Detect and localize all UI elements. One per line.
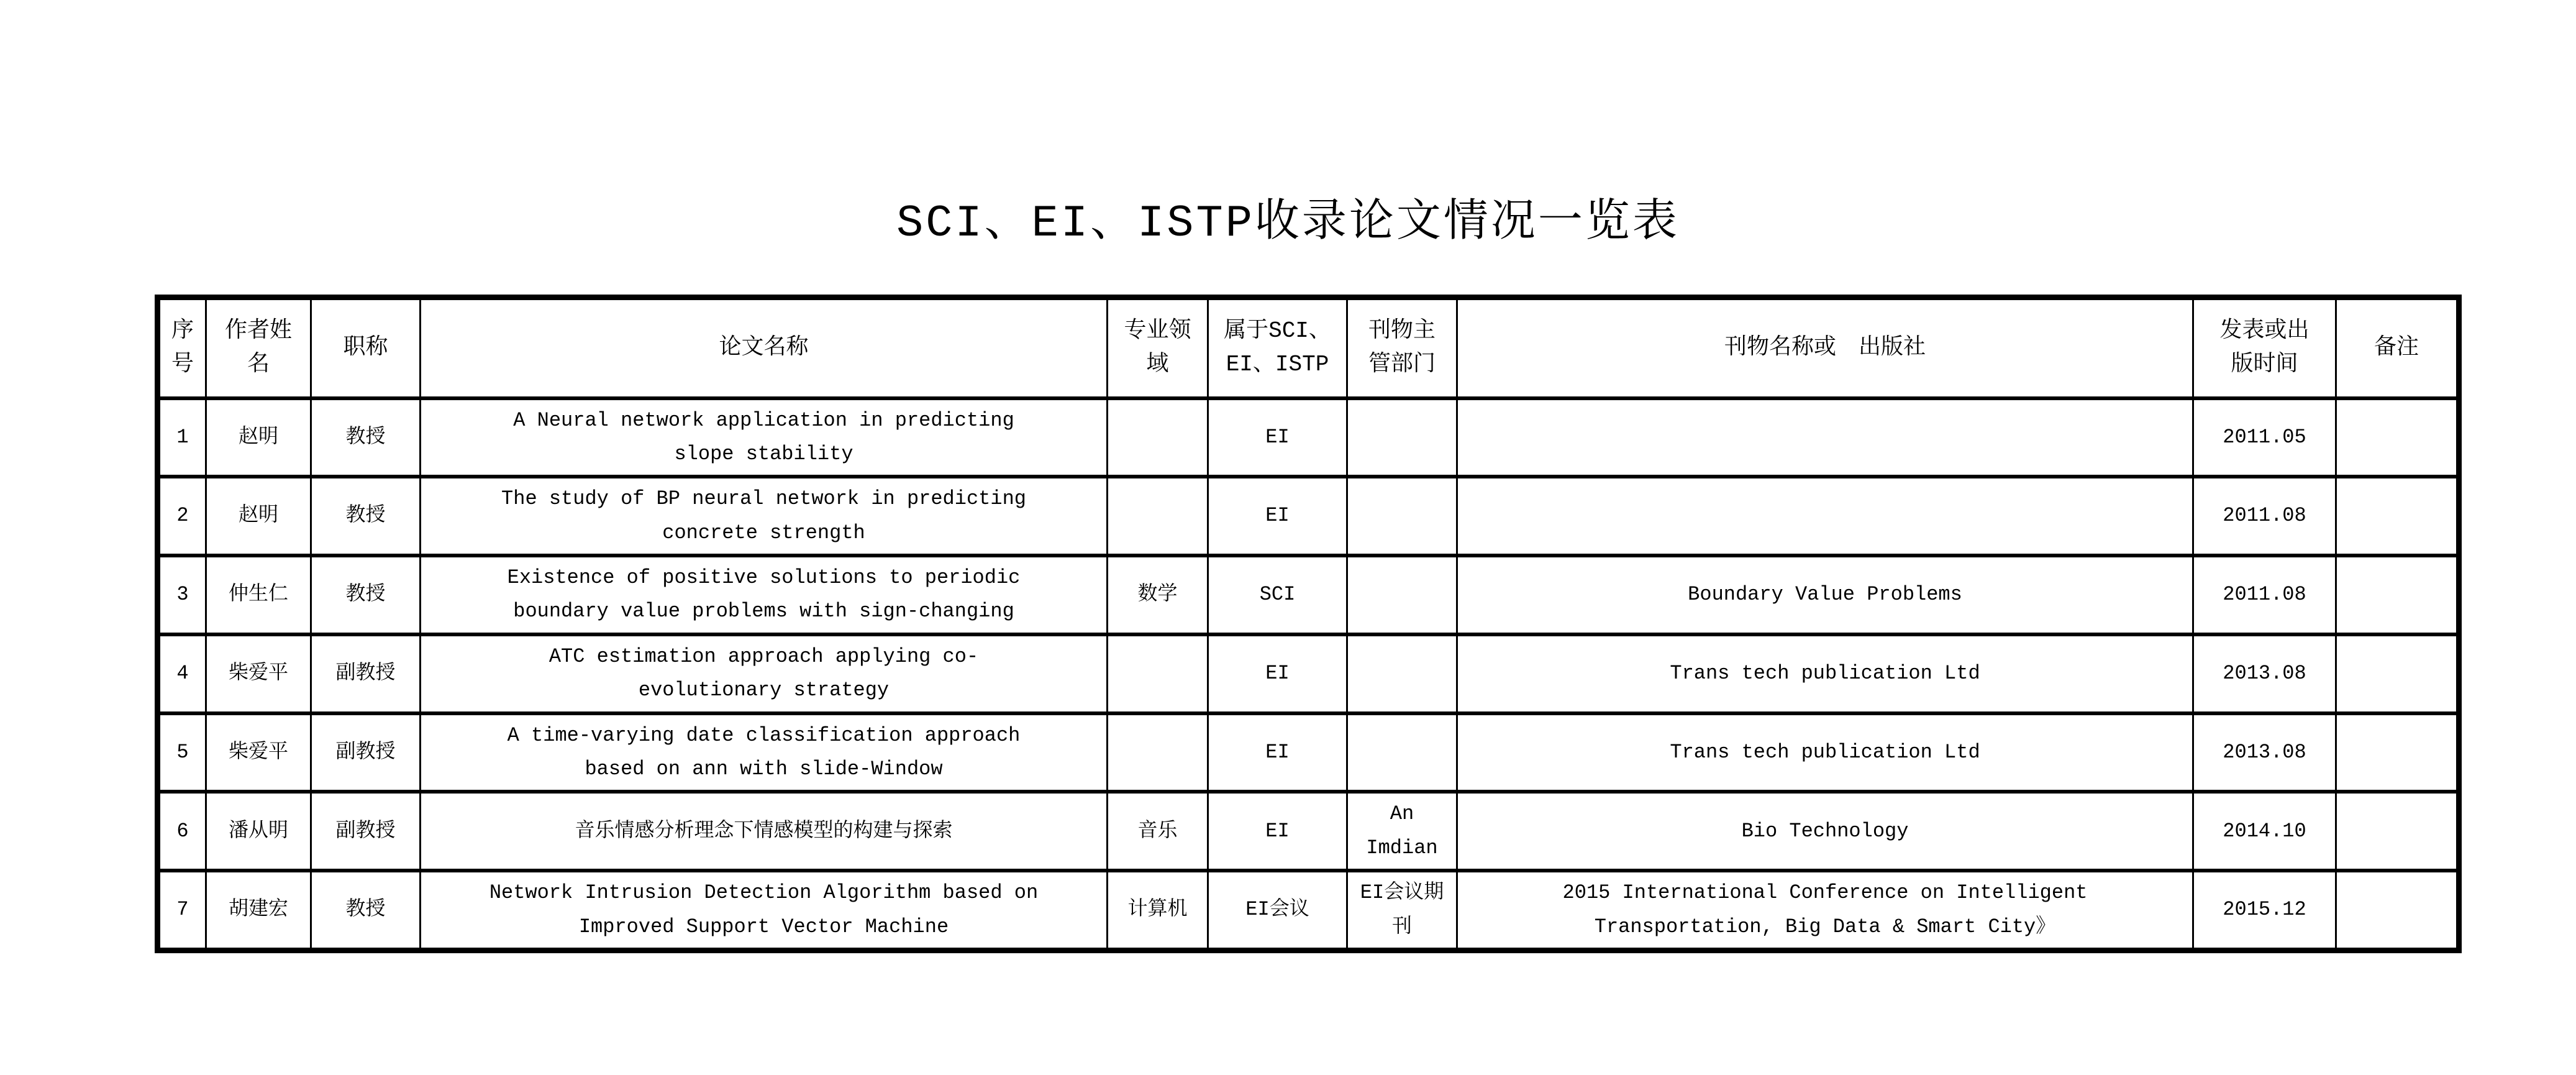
cell-dept: EI会议期刊 <box>1347 871 1457 950</box>
cell-index-type: EI <box>1208 792 1347 871</box>
table-row <box>158 477 2459 556</box>
header-cell-author: 作者姓名 <box>206 298 311 398</box>
cell-field: 数学 <box>1108 556 1208 634</box>
cell-date: 2013.08 <box>2193 713 2336 792</box>
cell-journal: Trans tech publication Ltd <box>1457 634 2193 713</box>
cell-date: 2011.08 <box>2193 556 2336 634</box>
table-row <box>158 556 2459 634</box>
cell-author: 柴爱平 <box>206 634 311 713</box>
cell-dept <box>1347 398 1457 477</box>
cell-paper-title: Existence of positive solutions to periodic boundary value problems with sign-changing <box>421 556 1108 634</box>
cell-field <box>1108 398 1208 477</box>
cell-journal: Boundary Value Problems <box>1457 556 2193 634</box>
papers-table <box>155 295 2462 953</box>
cell-date: 2013.08 <box>2193 634 2336 713</box>
header-cell-rank: 职称 <box>311 298 421 398</box>
cell-author: 胡建宏 <box>206 871 311 950</box>
cell-field <box>1108 477 1208 556</box>
cell-journal <box>1457 477 2193 556</box>
cell-date: 2011.08 <box>2193 477 2336 556</box>
cell-remark <box>2336 398 2459 477</box>
cell-remark <box>2336 713 2459 792</box>
cell-author: 赵明 <box>206 477 311 556</box>
cell-field <box>1108 713 1208 792</box>
table-row <box>158 792 2459 871</box>
header-cell-journal: 刊物名称或 出版社 <box>1457 298 2193 398</box>
cell-paper-title: A time-varying date classification approach based on ann with slide-Window <box>421 713 1108 792</box>
header-cell-date: 发表或出版时间 <box>2193 298 2336 398</box>
cell-dept: An Imdian <box>1347 792 1457 871</box>
table-row <box>158 634 2459 713</box>
cell-journal: Bio Technology <box>1457 792 2193 871</box>
cell-index: 4 <box>158 634 206 713</box>
cell-index: 2 <box>158 477 206 556</box>
cell-remark <box>2336 556 2459 634</box>
cell-remark <box>2336 792 2459 871</box>
cell-index-type: EI会议 <box>1208 871 1347 950</box>
cell-index-type: SCI <box>1208 556 1347 634</box>
header-cell-field: 专业领域 <box>1108 298 1208 398</box>
cell-journal: Trans tech publication Ltd <box>1457 713 2193 792</box>
cell-field: 计算机 <box>1108 871 1208 950</box>
cell-dept <box>1347 713 1457 792</box>
cell-dept <box>1347 634 1457 713</box>
cell-index-type: EI <box>1208 398 1347 477</box>
cell-rank: 教授 <box>311 477 421 556</box>
cell-index-type: EI <box>1208 634 1347 713</box>
header-cell-index-type: 属于SCI、EI、ISTP <box>1208 298 1347 398</box>
cell-paper-title: 音乐情感分析理念下情感模型的构建与探索 <box>421 792 1108 871</box>
cell-remark <box>2336 634 2459 713</box>
cell-dept <box>1347 556 1457 634</box>
header-cell-remark: 备注 <box>2336 298 2459 398</box>
cell-index-type: EI <box>1208 713 1347 792</box>
cell-rank: 教授 <box>311 871 421 950</box>
cell-dept <box>1347 477 1457 556</box>
cell-paper-title: ATC estimation approach applying co-evolutionary strategy <box>421 634 1108 713</box>
cell-field <box>1108 634 1208 713</box>
cell-rank: 教授 <box>311 556 421 634</box>
cell-paper-title: The study of BP neural network in predicting concrete strength <box>421 477 1108 556</box>
page-title: SCI、EI、ISTP收录论文情况一览表 <box>896 198 1680 249</box>
header-cell-paper-title: 论文名称 <box>421 298 1108 398</box>
cell-date: 2014.10 <box>2193 792 2336 871</box>
cell-index: 3 <box>158 556 206 634</box>
cell-index: 1 <box>158 398 206 477</box>
cell-author: 柴爱平 <box>206 713 311 792</box>
cell-rank: 副教授 <box>311 634 421 713</box>
cell-rank: 教授 <box>311 398 421 477</box>
cell-journal: 2015 International Conference on Intelligent Transportation, Big Data & Smart City》 <box>1457 871 2193 950</box>
cell-date: 2015.12 <box>2193 871 2336 950</box>
cell-paper-title: Network Intrusion Detection Algorithm based on Improved Support Vector Machine <box>421 871 1108 950</box>
cell-author: 仲生仁 <box>206 556 311 634</box>
cell-paper-title: A Neural network application in predicting slope stability <box>421 398 1108 477</box>
cell-date: 2011.05 <box>2193 398 2336 477</box>
header-cell-index: 序号 <box>158 298 206 398</box>
table-row <box>158 398 2459 477</box>
cell-journal <box>1457 398 2193 477</box>
cell-rank: 副教授 <box>311 713 421 792</box>
cell-index: 5 <box>158 713 206 792</box>
cell-rank: 副教授 <box>311 792 421 871</box>
cell-index: 7 <box>158 871 206 950</box>
cell-field: 音乐 <box>1108 792 1208 871</box>
table-row <box>158 871 2459 950</box>
table-row <box>158 713 2459 792</box>
cell-remark <box>2336 477 2459 556</box>
table-body <box>158 398 2459 951</box>
cell-index-type: EI <box>1208 477 1347 556</box>
cell-remark <box>2336 871 2459 950</box>
header-row <box>158 298 2459 398</box>
cell-author: 赵明 <box>206 398 311 477</box>
cell-author: 潘从明 <box>206 792 311 871</box>
header-cell-dept: 刊物主管部门 <box>1347 298 1457 398</box>
table-header-row <box>158 298 2459 398</box>
cell-index: 6 <box>158 792 206 871</box>
